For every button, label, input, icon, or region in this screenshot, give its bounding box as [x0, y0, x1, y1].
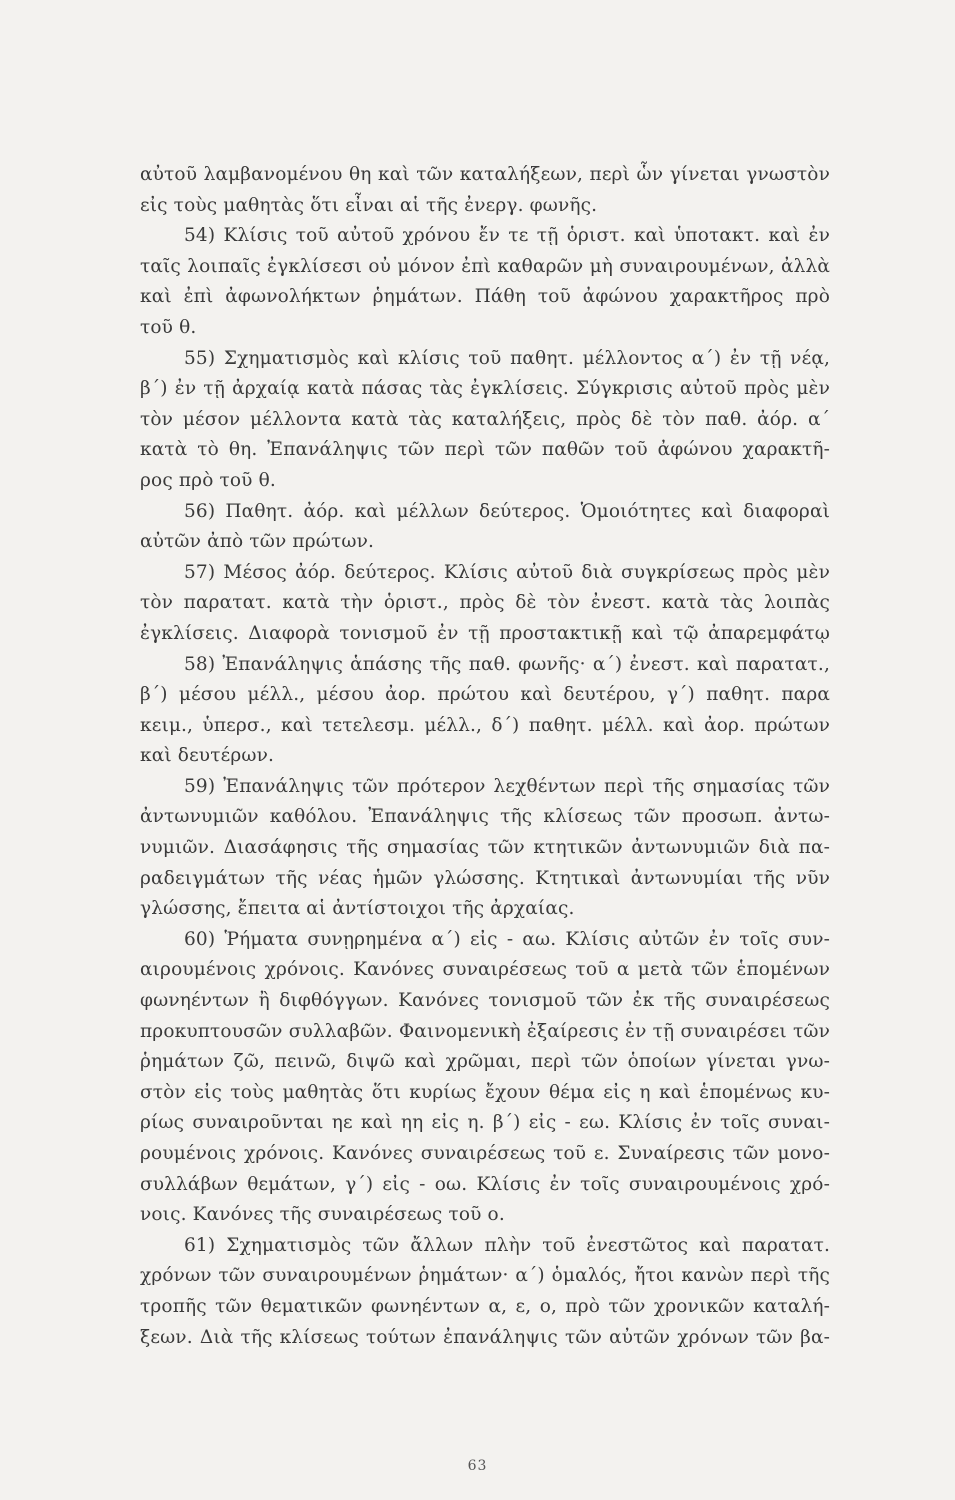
- text-line: β΄) μέσου μέλλ., μέσου ἀορ. πρώτου καὶ δευτέρου, γ΄) παθητ. παρα: [140, 684, 830, 706]
- text-line: ραδειγμάτων τῆς νέας ἡμῶν γλώσσης. Κτητικαὶ ἀντωνυμίαι τῆς νῦν: [140, 867, 830, 889]
- text-line: τὸν παρατατ. κατὰ τὴν ὁριστ., πρὸς δὲ τὸν ἐνεστ. κατὰ τὰς λοιπὰς: [140, 592, 830, 614]
- text-line: καὶ ἐπὶ ἀφωνολήκτων ῥημάτων. Πάθη τοῦ ἀφώνου χαρακτῆρος πρὸ: [140, 286, 830, 308]
- text-line: κειμ., ὑπερσ., καὶ τετελεσμ. μέλλ., δ΄) παθητ. μέλλ. καὶ ἀορ. πρώτων: [140, 714, 830, 736]
- text-line: ῥημάτων ζῶ, πεινῶ, διψῶ καὶ χρῶμαι, περὶ τῶν ὁποίων γίνεται γνω-: [140, 1051, 830, 1073]
- text-line: 55) Σχηματισμὸς καὶ κλίσις τοῦ παθητ. μέλλοντος α΄) ἐν τῇ νέᾳ,: [184, 347, 830, 369]
- text-line: ρουμένοις χρόνοις. Κανόνες συναιρέσεως τοῦ ε. Συναίρεσις τῶν μονο-: [140, 1143, 830, 1164]
- text-line: συλλάβων θεμάτων, γ΄) εἰς - οω. Κλίσις ἐν τοῖς συναιρουμένοις χρό-: [140, 1173, 830, 1195]
- text-line: νοις. Κανόνες τῆς συναιρέσεως τοῦ ο.: [140, 1204, 505, 1226]
- text-line: αὐτοῦ λαμβανομένου θη καὶ τῶν καταλήξεων, περὶ ὧν γίνεται γνωστὸν: [140, 164, 830, 185]
- text-line: 60) Ῥήματα συνῃρημένα α΄) εἰς - αω. Κλίσις αὐτῶν ἐν τοῖς συν-: [184, 928, 830, 950]
- page-number: 63: [467, 1458, 488, 1474]
- text-line: γλώσσης, ἔπειτα αἱ ἀντίστοιχοι τῆς ἀρχαίας.: [140, 898, 575, 920]
- text-line: 56) Παθητ. ἀόρ. καὶ μέλλων δεύτερος. Ὁμοιότητες καὶ διαφοραὶ: [184, 500, 830, 522]
- text-line: εἰς τοὺς μαθητὰς ὅτι εἶναι αἱ τῆς ἐνεργ. φωνῆς.: [140, 194, 598, 216]
- text-line: β΄) ἐν τῇ ἀρχαίᾳ κατὰ πάσας τὰς ἐγκλίσεις. Σύγκρισις αὐτοῦ πρὸς μὲν: [140, 378, 830, 400]
- text-line: προκυπτουσῶν συλλαβῶν. Φαινομενικὴ ἐξαίρεσις ἐν τῇ συναιρέσει τῶν: [140, 1020, 830, 1042]
- text-line: αὐτῶν ἀπὸ τῶν πρώτων.: [140, 531, 375, 553]
- text-line: ἀντωνυμιῶν καθόλου. Ἐπανάληψις τῆς κλίσεως τῶν προσωπ. ἀντω-: [140, 806, 830, 828]
- text-line: 57) Μέσος ἀόρ. δεύτερος. Κλίσις αὐτοῦ διὰ συγκρίσεως πρὸς μὲν: [184, 561, 830, 583]
- text-line: τροπῆς τῶν θεματικῶν φωνηέντων α, ε, ο, πρὸ τῶν χρονικῶν καταλή-: [140, 1295, 830, 1317]
- text-line: ἐγκλίσεις. Διαφορὰ τονισμοῦ ἐν τῇ προστακτικῇ καὶ τῷ ἀπαρεμφάτῳ: [140, 622, 830, 644]
- text-line: 61) Σχηματισμὸς τῶν ἄλλων πλὴν τοῦ ἐνεστῶτος καὶ παρατατ.: [184, 1234, 830, 1256]
- text-line: κατὰ τὸ θη. Ἐπανάληψις τῶν περὶ τῶν παθῶν τοῦ ἀφώνου χαρακτῆ-: [140, 439, 830, 461]
- text-line: φωνηέντων ἢ διφθόγγων. Κανόνες τονισμοῦ τῶν ἐκ τῆς συναιρέσεως: [140, 990, 830, 1012]
- body-text: [140, 160, 830, 1353]
- text-line: στὸν εἰς τοὺς μαθητὰς ὅτι κυρίως ἔχουν θέμα εἰς η καὶ ἑπομένως κυ-: [140, 1081, 830, 1103]
- text-line: 58) Ἐπανάληψις ἁπάσης τῆς παθ. φωνῆς· α΄) ἐνεστ. καὶ παρατατ.,: [184, 653, 830, 675]
- text-line: καὶ δευτέρων.: [140, 745, 275, 767]
- text-line: 59) Ἐπανάληψις τῶν πρότερον λεχθέντων περὶ τῆς σημασίας τῶν: [184, 775, 830, 797]
- text-line: τοῦ θ.: [140, 316, 197, 338]
- text-line: χρόνων τῶν συναιρουμένων ῥημάτων· α΄) ὁμαλός, ἤτοι κανὼν περὶ τῆς: [140, 1265, 830, 1287]
- text-line: τὸν μέσον μέλλοντα κατὰ τὰς καταλήξεις, πρὸς δὲ τὸν παθ. ἀόρ. α΄: [140, 408, 830, 430]
- text-line: ρίως συναιροῦνται ηε καὶ ηη εἰς η. β΄) εἰς - εω. Κλίσις ἐν τοῖς συναι-: [140, 1112, 830, 1134]
- text-line: αιρουμένοις χρόνοις. Κανόνες συναιρέσεως τοῦ α μετὰ τῶν ἑπομένων: [140, 959, 830, 981]
- text-line: ταῖς λοιπαῖς ἐγκλίσεσι οὐ μόνον ἐπὶ καθαρῶν μὴ συναιρουμένων, ἀλλὰ: [140, 255, 830, 277]
- text-line: ρος πρὸ τοῦ θ.: [140, 469, 276, 491]
- text-line: νυμιῶν. Διασάφησις τῆς σημασίας τῶν κτητικῶν ἀντωνυμιῶν διὰ πα-: [140, 837, 830, 859]
- text-line: ξεων. Διὰ τῆς κλίσεως τούτων ἐπανάληψις τῶν αὐτῶν χρόνων τῶν βα-: [140, 1326, 830, 1348]
- text-line: 54) Κλίσις τοῦ αὐτοῦ χρόνου ἔν τε τῇ ὁριστ. καὶ ὑποτακτ. καὶ ἐν: [184, 225, 830, 247]
